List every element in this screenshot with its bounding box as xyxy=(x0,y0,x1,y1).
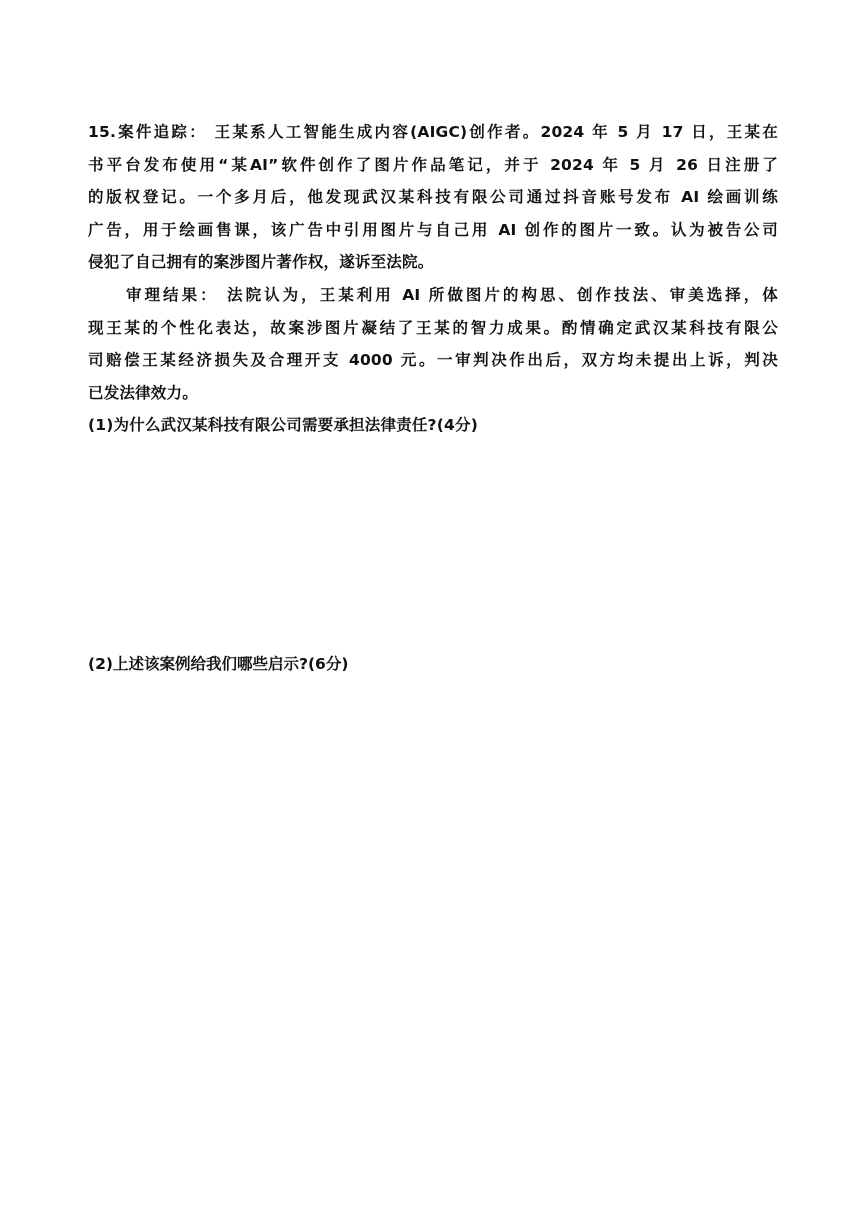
sub-question-1: (1)为什么武汉某科技有限公司需要承担法律责任?(4分) xyxy=(88,416,478,435)
question-15 xyxy=(88,116,778,442)
paragraph-2-line: 现王某的个性化表达，故案涉图片凝结了王某的智力成果。酌情确定武汉某科技有限公 xyxy=(88,318,778,337)
sub-question-2: (2)上述该案例给我们哪些启示?(6分) xyxy=(88,655,349,673)
paragraph-1-line: 15.案件追踪： 王某系人工智能生成内容(AIGC)创作者。2024 年 5 月 17 日，王某在 xyxy=(88,123,778,141)
paragraph-2-line: 审理结果： 法院认为，王某利用 AI 所做图片的构思、创作技法、审美选择，体 xyxy=(126,285,778,304)
paragraph-1-line: 广告，用于绘画售课，该广告中引用图片与自己用 AI 创作的图片一致。认为被告公司 xyxy=(88,220,778,239)
paragraph-2-line: 已发法律效力。 xyxy=(88,383,198,402)
paragraph-1-line: 的版权登记。一个多月后，他发现武汉某科技有限公司通过抖音账号发布 AI 绘画训练 xyxy=(88,188,778,207)
paragraph-1-line: 侵犯了自己拥有的案涉图片著作权，遂诉至法院。 xyxy=(88,253,434,272)
paragraph-1-line: 书平台发布使用“某AI”软件创作了图片作品笔记，并于 2024 年 5 月 26 日注册了 xyxy=(88,155,778,174)
paragraph-2-line: 司赔偿王某经济损失及合理开支 4000 元。一审判决作出后，双方均未提出上诉，判决 xyxy=(88,351,778,370)
